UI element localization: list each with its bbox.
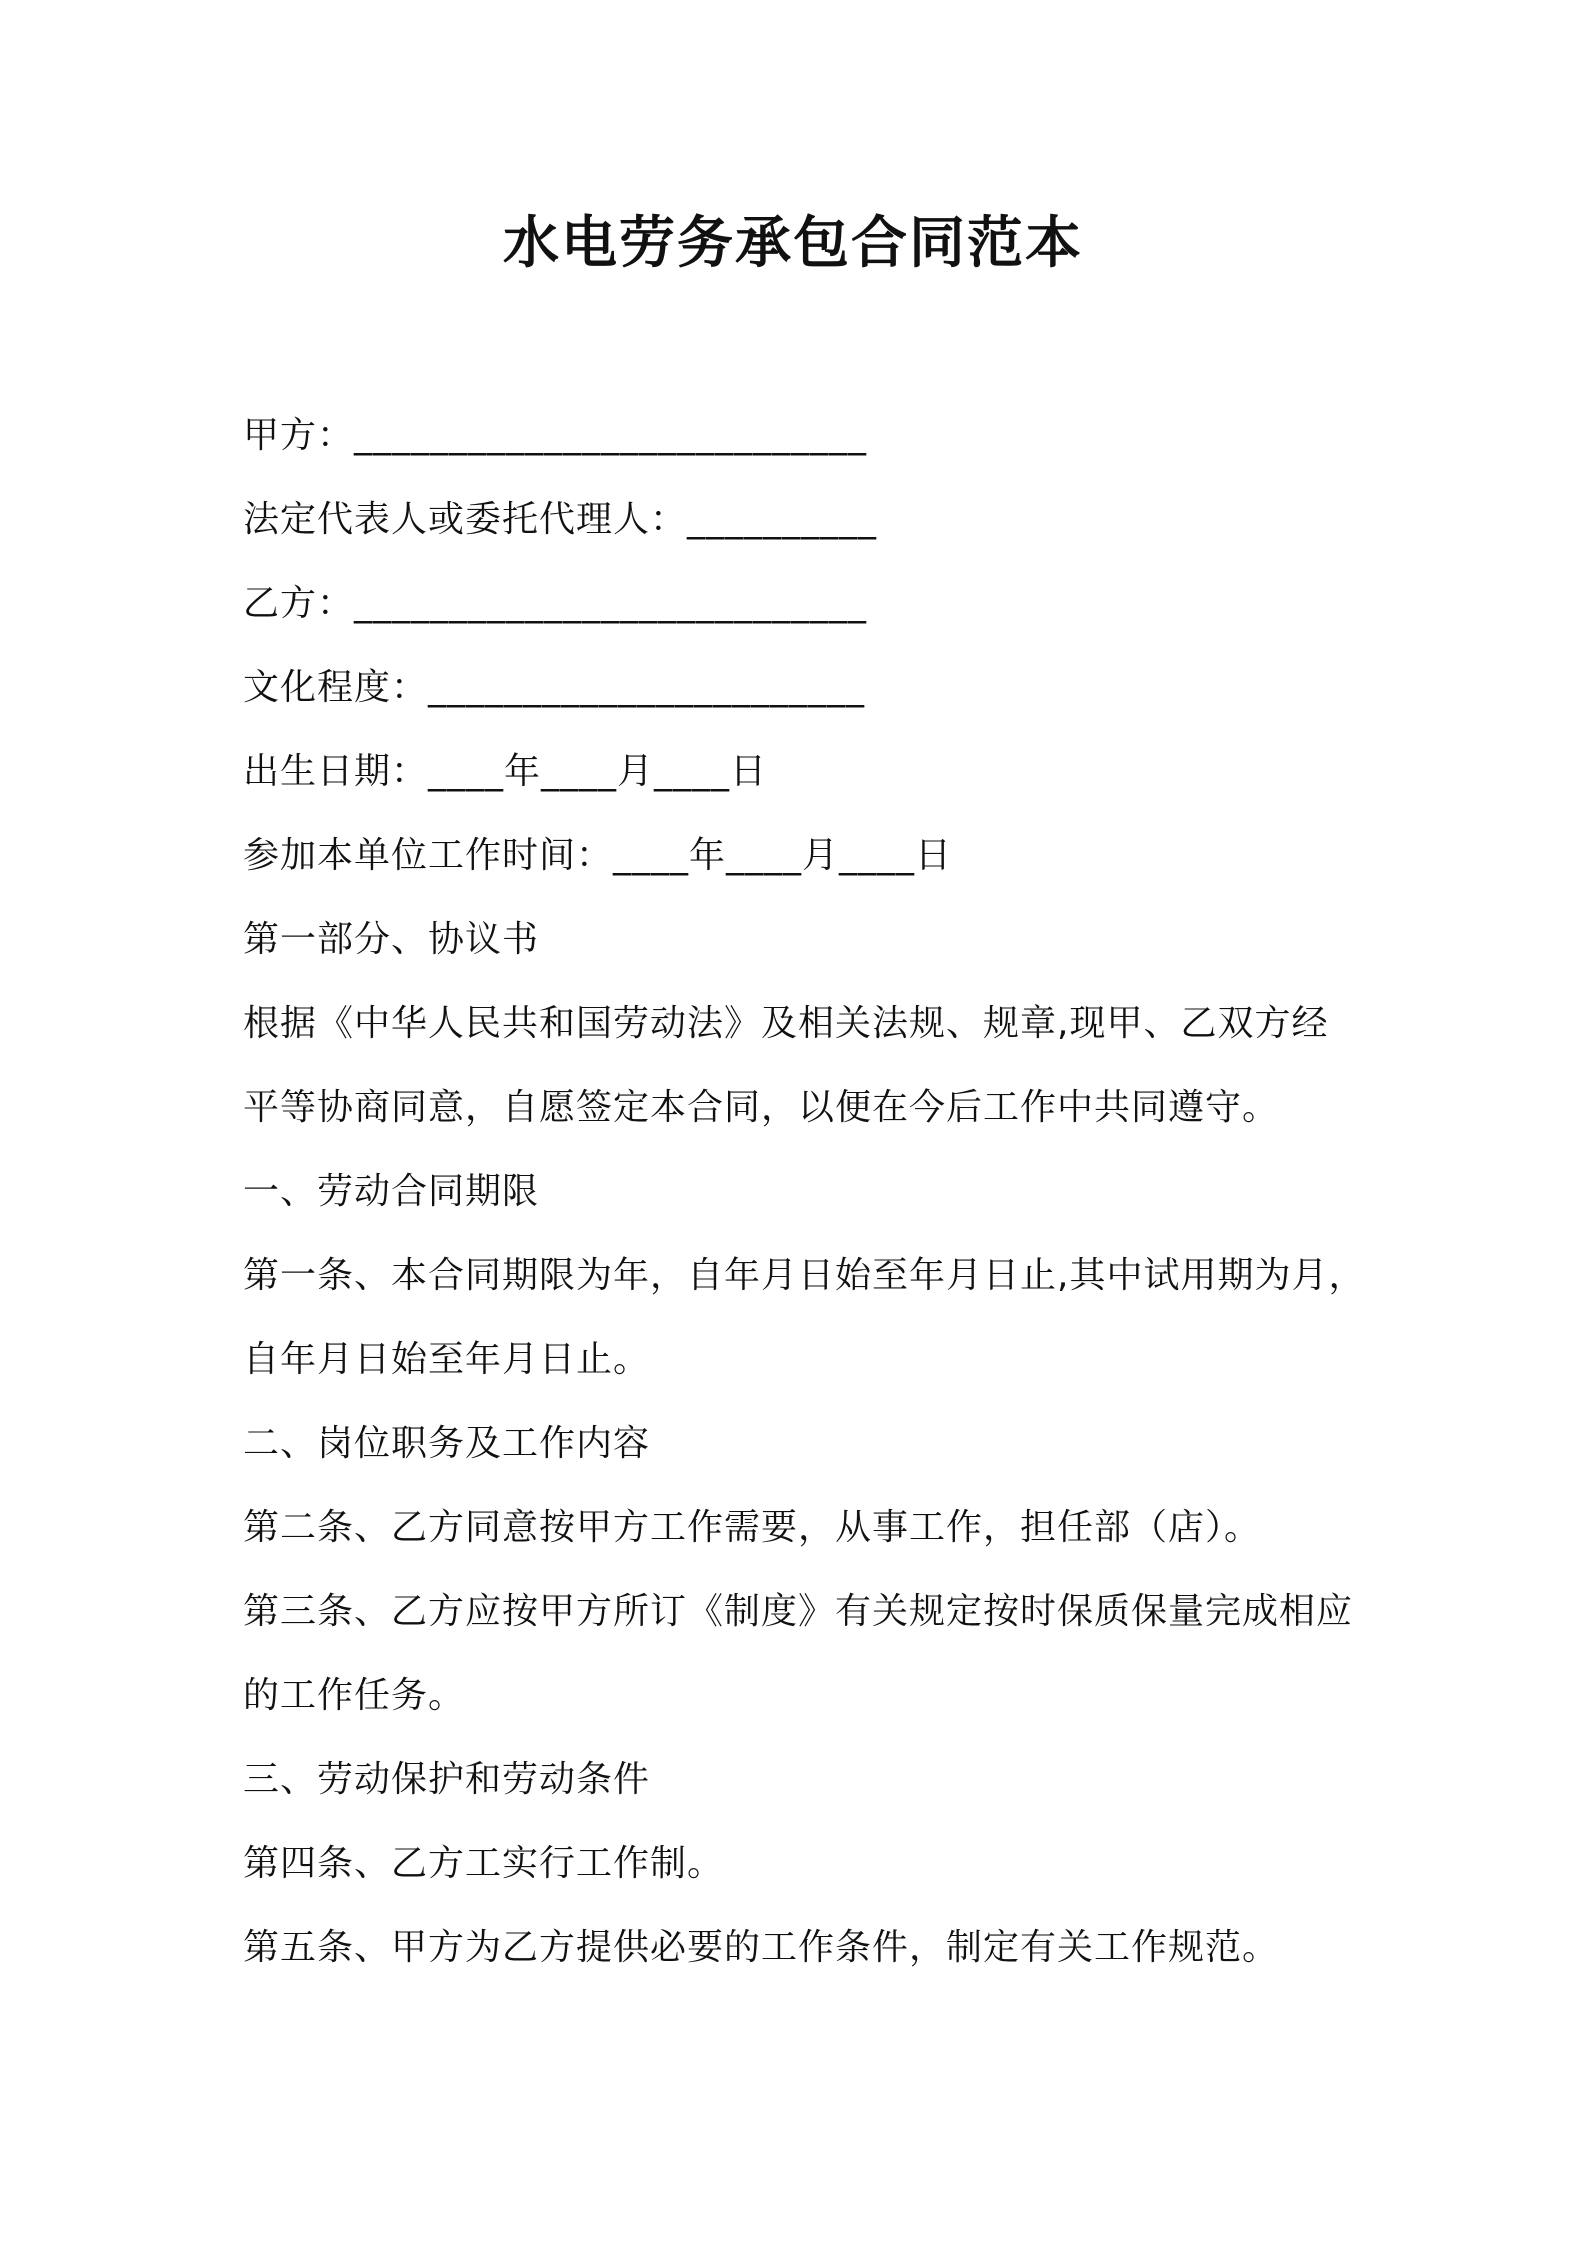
party-b-line: 乙方：___________________________ <box>243 583 868 624</box>
section-labor-protection-heading: 三、劳动保护和劳动条件 <box>243 1759 651 1800</box>
article-1-line-2: 自年月日始至年月日止。 <box>243 1339 651 1380</box>
legal-representative-line: 法定代表人或委托代理人：__________ <box>243 499 878 540</box>
article-2-line: 第二条、乙方同意按甲方工作需要，从事工作，担任部（店）。 <box>243 1507 1262 1548</box>
article-1-line-1: 第一条、本合同期限为年，自年月日始至年月日止,其中试用期为月， <box>243 1255 1366 1296</box>
join-work-date-line: 参加本单位工作时间：____年____月____日 <box>243 835 953 876</box>
article-3-line-2: 的工作任务。 <box>243 1675 466 1716</box>
party-a-line: 甲方：___________________________ <box>243 415 868 456</box>
intro-paragraph-line-1: 根据《中华人民共和国劳动法》及相关法规、规章,现甲、乙双方经 <box>243 1003 1329 1044</box>
section-agreement-heading: 第一部分、协议书 <box>243 919 540 960</box>
article-4-line: 第四条、乙方工实行工作制。 <box>243 1843 725 1884</box>
education-level-line: 文化程度：_______________________ <box>243 667 866 708</box>
article-3-line-1: 第三条、乙方应按甲方所订《制度》有关规定按时保质保量完成相应 <box>243 1591 1354 1632</box>
section-job-duties-heading: 二、岗位职务及工作内容 <box>243 1423 651 1464</box>
birth-date-line: 出生日期：____年____月____日 <box>243 751 768 792</box>
section-contract-term-heading: 一、劳动合同期限 <box>243 1171 540 1212</box>
document-title: 水电劳务承包合同范本 <box>503 211 1083 276</box>
article-5-line: 第五条、甲方为乙方提供必要的工作条件，制定有关工作规范。 <box>243 1927 1280 1968</box>
intro-paragraph-line-2: 平等协商同意，自愿签定本合同，以便在今后工作中共同遵守。 <box>243 1087 1280 1128</box>
